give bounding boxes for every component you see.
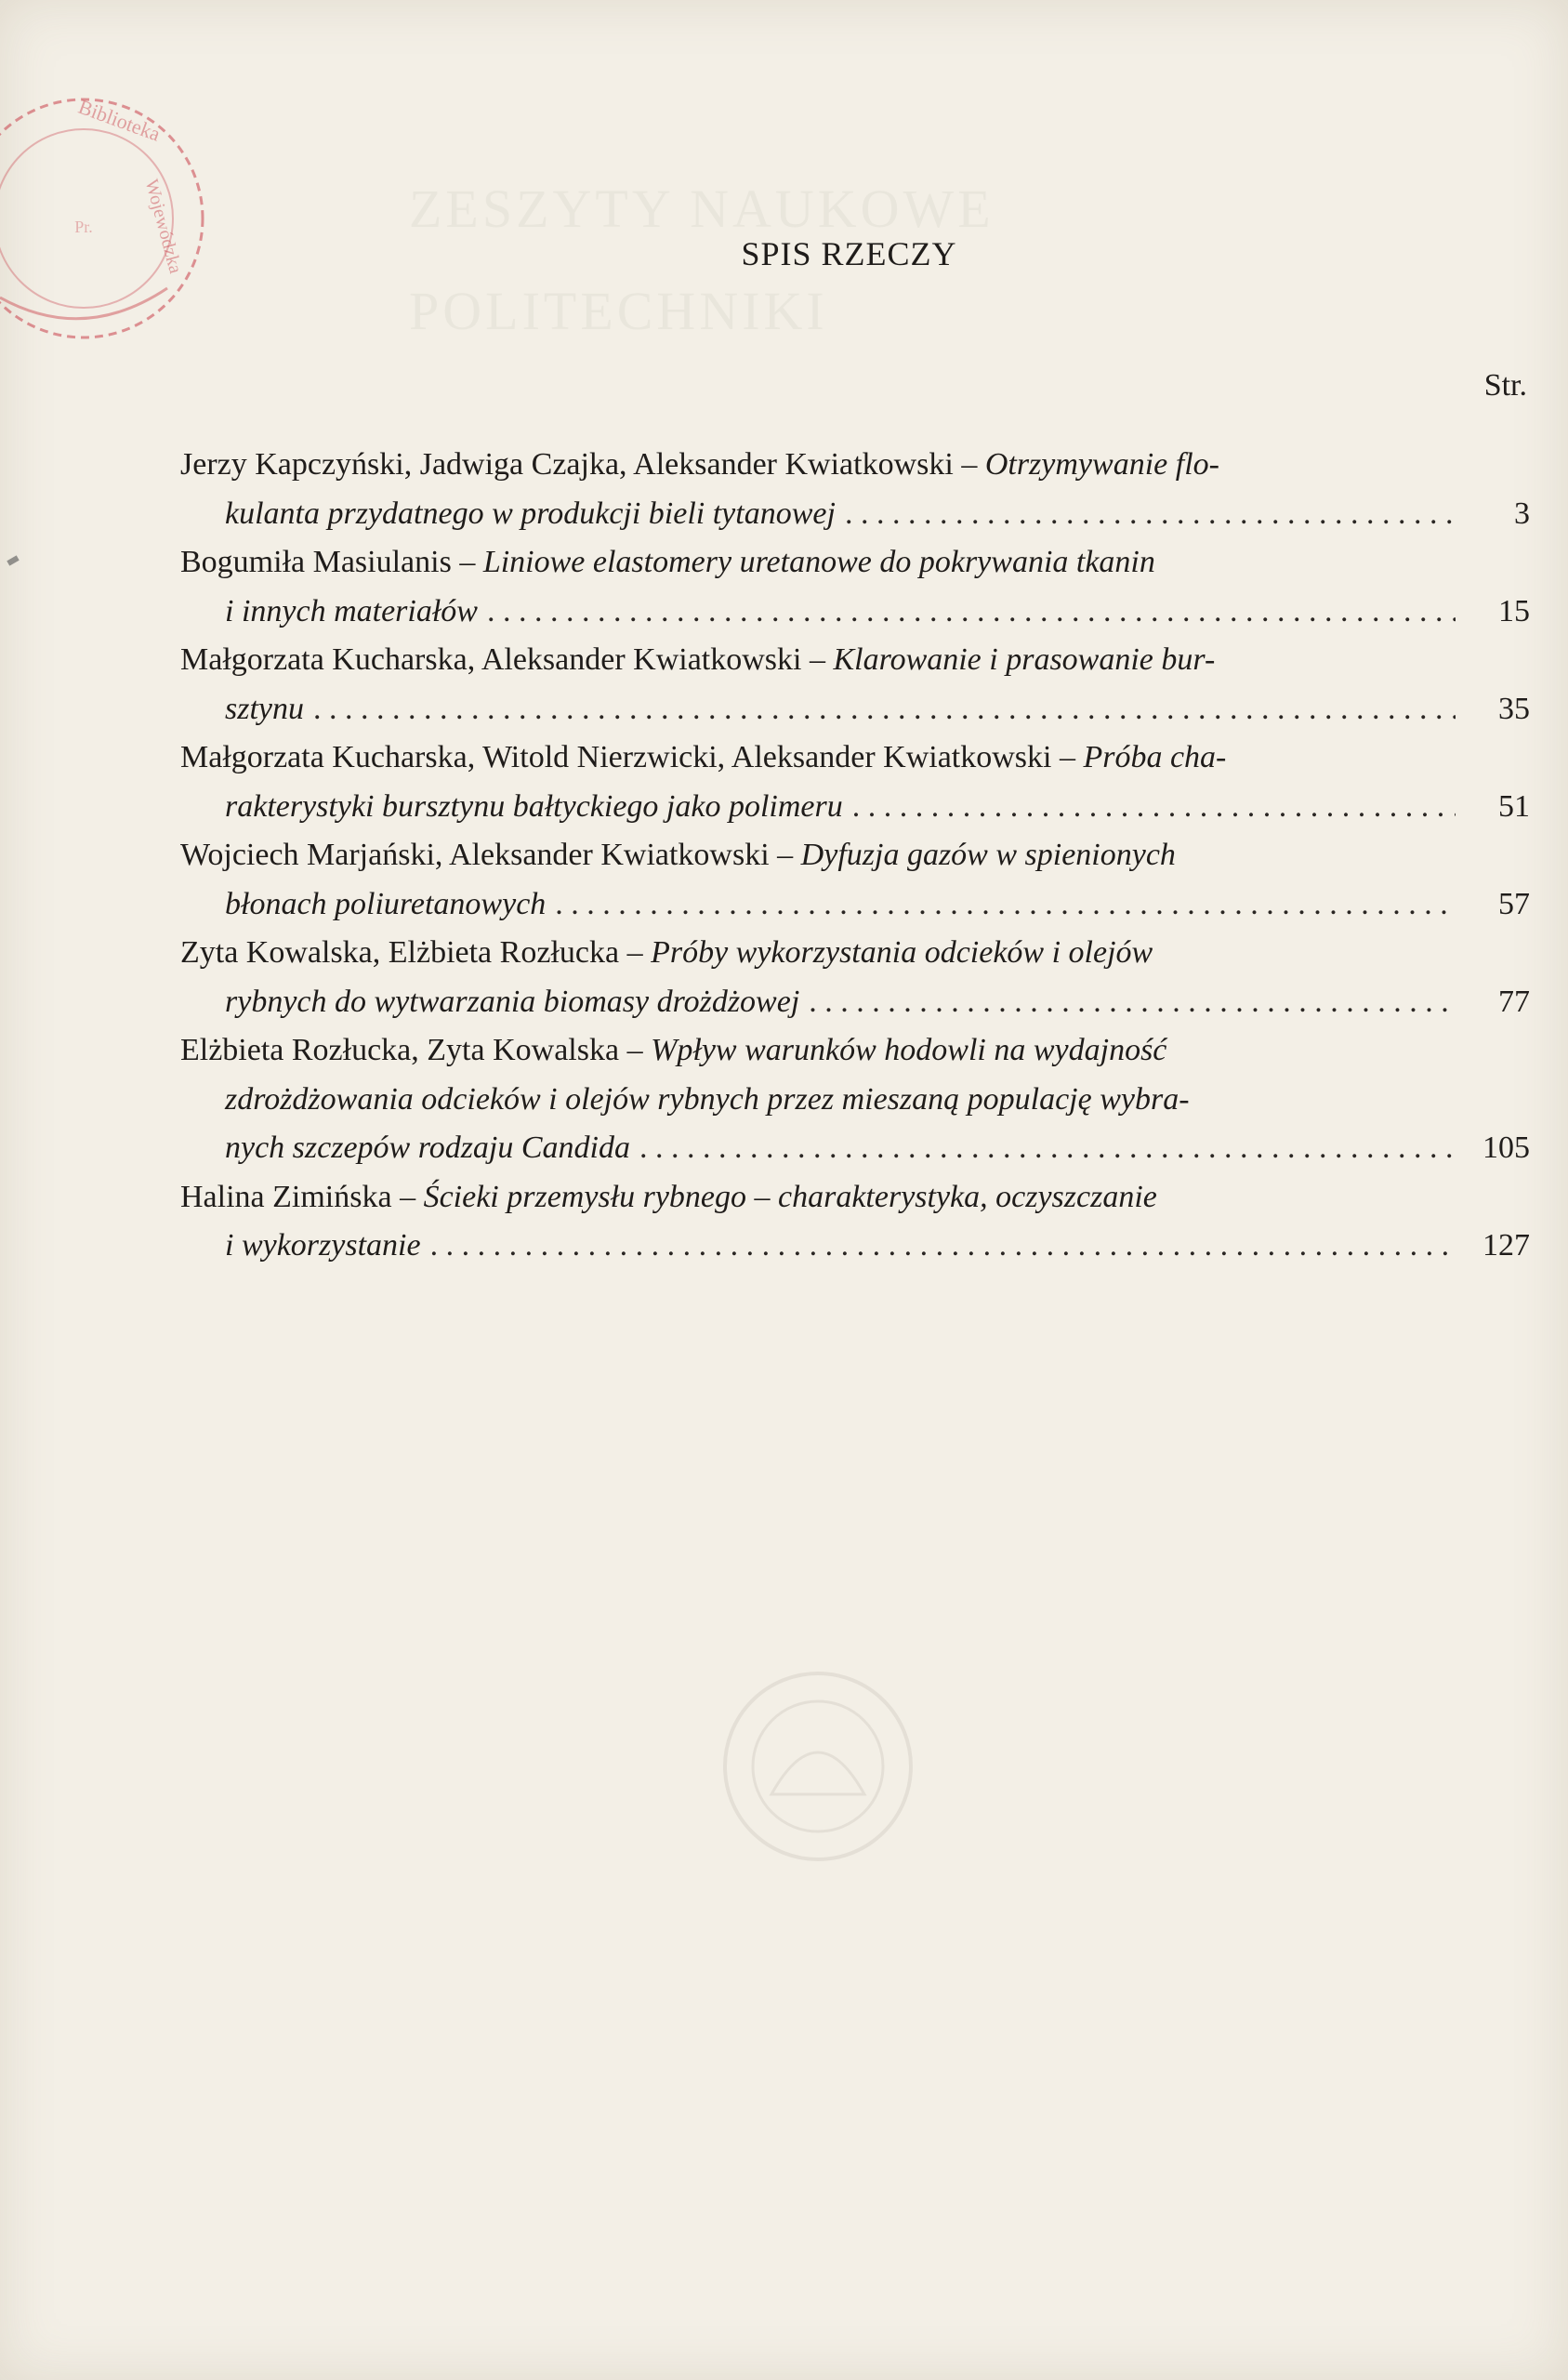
- svg-text:Wojewódzka: Wojewódzka: [140, 177, 186, 276]
- toc-page-number: 57: [1498, 886, 1530, 921]
- toc-entry-last-line: [180, 783, 1530, 832]
- toc-title: Ścieki przemysłu rybnego – charakterystyka, oczyszczanie: [423, 1179, 1157, 1214]
- toc-dash: –: [1051, 740, 1084, 774]
- toc-title-continuation: i wykorzystanie: [225, 1228, 421, 1263]
- toc-title-continuation: błonach poliuretanowych: [225, 886, 547, 921]
- toc-page-number: 15: [1498, 593, 1530, 628]
- toc-title: Próba cha-: [1083, 740, 1227, 774]
- toc-title-continuation: kulanta przydatnego w produkcji bieli tytanowej: [225, 496, 836, 531]
- toc-entry-first-line: [180, 538, 1530, 588]
- library-stamp: [0, 65, 251, 372]
- toc-entry[interactable]: [180, 929, 1530, 1026]
- page-column-label: Str.: [1483, 368, 1527, 403]
- toc-entry-first-line: [180, 734, 1530, 783]
- toc-page-number: 35: [1498, 691, 1530, 726]
- toc-dash: –: [619, 1033, 652, 1067]
- toc-page-number: 51: [1498, 788, 1530, 824]
- toc-authors: Małgorzata Kucharska, Witold Nierzwicki, Aleksander Kwiatkowski: [180, 740, 1052, 774]
- toc-authors: Małgorzata Kucharska, Aleksander Kwiatkowski: [180, 642, 802, 677]
- toc-title-continuation: sztynu: [225, 691, 304, 726]
- toc-dash: –: [391, 1179, 424, 1214]
- toc-page-number: 105: [1482, 1130, 1530, 1165]
- toc-authors: Halina Zimińska: [180, 1179, 392, 1214]
- toc-authors: Jerzy Kapczyński, Jadwiga Czajka, Aleksander Kwiatkowski: [180, 447, 954, 482]
- toc-entry-last-line: [180, 685, 1530, 734]
- toc-title-continuation: nych szczepów rodzaju Candida: [225, 1130, 631, 1165]
- toc-entry[interactable]: [180, 636, 1530, 734]
- toc-entry-last-line: [180, 880, 1530, 930]
- toc-entry-first-line: [180, 929, 1530, 978]
- toc-title-continuation: i innych materiałów: [225, 593, 478, 628]
- toc-title: Dyfuzja gazów w spienionych: [800, 838, 1176, 872]
- toc-dash: –: [451, 545, 483, 579]
- svg-text:Pr.: Pr.: [74, 218, 93, 236]
- toc-entry[interactable]: [180, 734, 1530, 831]
- toc-dash: –: [801, 642, 834, 677]
- toc-entry-last-line: [180, 978, 1530, 1027]
- dot-leader: [852, 783, 1456, 832]
- toc-authors: Zyta Kowalska, Elżbieta Rozłucka: [180, 935, 620, 970]
- toc-authors: Bogumiła Masiulanis: [180, 545, 452, 579]
- toc-page-number: 77: [1498, 984, 1530, 1019]
- toc-entry[interactable]: [180, 831, 1530, 929]
- toc-title: Klarowanie i prasowanie bur-: [833, 642, 1216, 677]
- toc-dash: –: [619, 935, 652, 970]
- svg-text:Biblioteka: Biblioteka: [75, 94, 164, 146]
- toc-entry-first-line: [180, 1026, 1530, 1076]
- toc-page-number: 127: [1482, 1228, 1530, 1263]
- toc-dash: –: [953, 447, 985, 482]
- faint-emblem-mark: [706, 1655, 929, 1878]
- toc-title-middle-line: zdrożdżowania odcieków i olejów rybnych przez mieszaną populację wybra-: [225, 1081, 1190, 1117]
- toc-entry-last-line: [180, 588, 1530, 637]
- toc-page-number: 3: [1514, 496, 1530, 531]
- dot-leader: [845, 490, 1456, 539]
- margin-mark: [7, 555, 19, 565]
- toc-title: Liniowe elastomery uretanowe do pokrywania tkanin: [482, 545, 1155, 579]
- toc-entry-first-line: [180, 441, 1530, 490]
- toc-authors: Wojciech Marjański, Aleksander Kwiatkowski: [180, 838, 770, 872]
- toc-entry[interactable]: [180, 1173, 1530, 1271]
- toc-title: Otrzymywanie flo-: [984, 447, 1219, 482]
- dot-leader: [639, 1124, 1456, 1173]
- toc-dash: –: [769, 838, 801, 872]
- dot-leader: [809, 978, 1456, 1027]
- toc-title-continuation: rakterystyki bursztynu bałtyckiego jako polimeru: [225, 788, 843, 824]
- page-title: SPIS RZECZY: [741, 235, 957, 272]
- toc-entry-last-line: [180, 1124, 1530, 1173]
- toc-authors: Elżbieta Rozłucka, Zyta Kowalska: [180, 1033, 620, 1067]
- toc-entry-last-line: [180, 1222, 1530, 1271]
- dot-leader: [313, 685, 1456, 734]
- dot-leader: [555, 880, 1456, 930]
- dot-leader: [487, 588, 1456, 637]
- toc-entry-first-line: [180, 636, 1530, 685]
- toc-title: Wpływ warunków hodowli na wydajność: [651, 1033, 1167, 1067]
- toc-entry[interactable]: [180, 441, 1530, 538]
- toc-entry[interactable]: [180, 538, 1530, 636]
- toc-title-continuation: rybnych do wytwarzania biomasy drożdżowej: [225, 984, 800, 1019]
- toc-entry-first-line: [180, 1173, 1530, 1223]
- dot-leader: [430, 1222, 1456, 1271]
- toc-entry[interactable]: [180, 1026, 1530, 1173]
- table-of-contents: [180, 441, 1530, 1271]
- toc-entry-first-line: [180, 831, 1530, 880]
- toc-title: Próby wykorzystania odcieków i olejów: [651, 935, 1153, 970]
- show-through-text: ZESZYTY NAUKOWE POLITECHNIKI: [409, 178, 995, 341]
- toc-entry-last-line: [180, 490, 1530, 539]
